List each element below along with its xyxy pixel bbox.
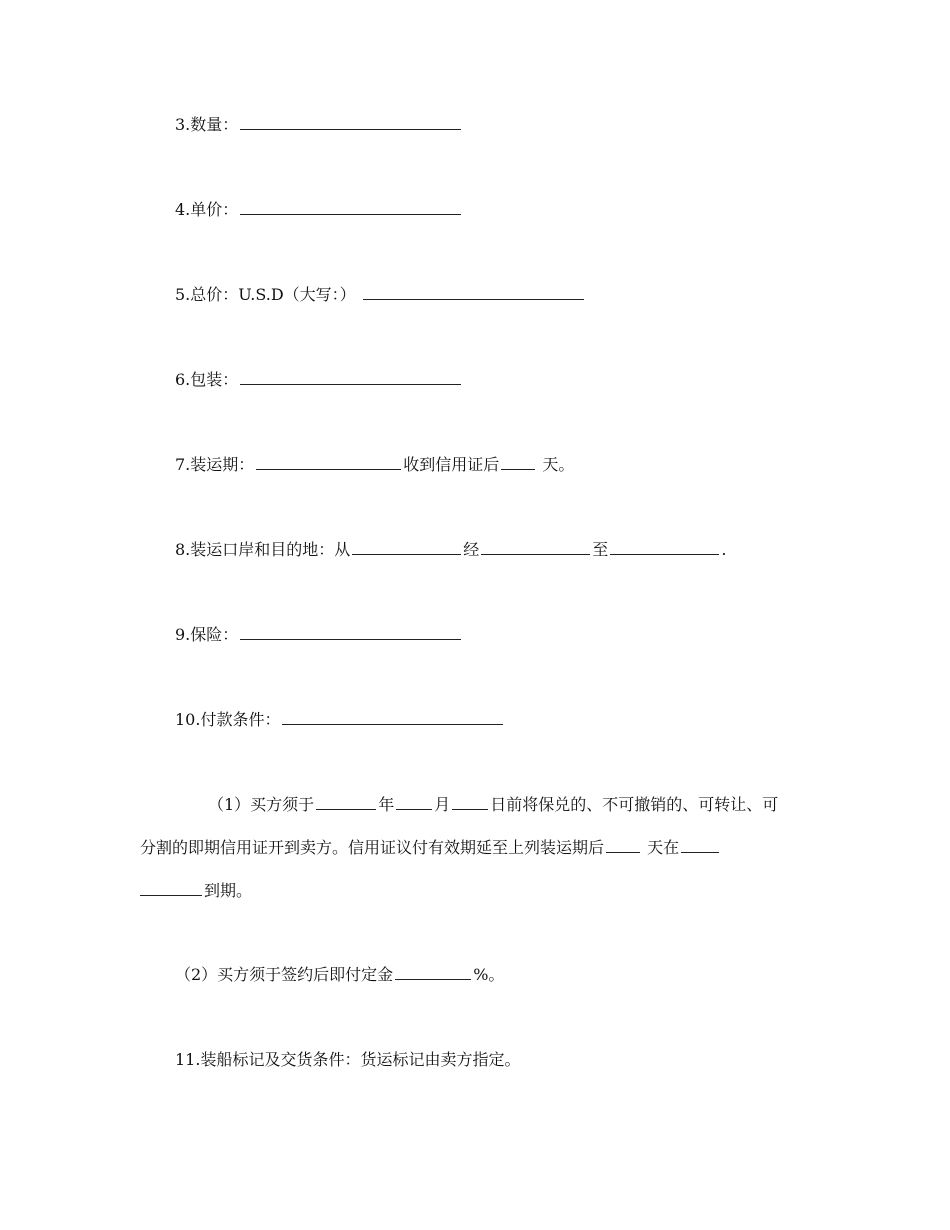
clause-1-line2-start: 分割的即期信用证开到卖方。信用证议付有效期延至上列装运期后 xyxy=(140,838,605,857)
clause-1-month: 月 xyxy=(434,795,451,814)
total-price-blank xyxy=(363,285,584,300)
clause-1-rest: 日前将保兑的、不可撤销的、可转让、可 xyxy=(490,795,779,814)
clause-2-start: （2）买方须于签约后即付定金 xyxy=(175,965,394,984)
clause-1-line-2 xyxy=(140,826,820,869)
port-via-blank xyxy=(481,540,590,555)
clause-2-end: %。 xyxy=(473,965,505,984)
lc-year-blank xyxy=(316,795,376,810)
item-shipment-period xyxy=(175,455,574,475)
ports-label: 8.装运口岸和目的地：从 xyxy=(175,540,351,559)
port-to-text: 至 xyxy=(592,540,609,559)
payment-terms-blank xyxy=(282,710,503,725)
payment-terms-label: 10.付款条件： xyxy=(175,710,281,729)
item-ports xyxy=(175,540,726,560)
insurance-label: 9.保险： xyxy=(175,625,239,644)
payment-clause-1 xyxy=(140,783,820,912)
shipment-days-blank xyxy=(501,455,535,470)
item-payment-terms xyxy=(175,710,505,730)
lc-expiry-place-blank-a xyxy=(681,838,719,853)
unit-price-blank xyxy=(240,200,461,215)
payment-clause-2 xyxy=(175,965,504,985)
shipment-period-label: 7.装运期： xyxy=(175,455,255,474)
quantity-label: 3.数量： xyxy=(175,115,239,134)
lc-day-blank xyxy=(452,795,488,810)
lc-month-blank xyxy=(396,795,432,810)
shipment-after-lc-text: 收到信用证后 xyxy=(403,455,500,474)
shipping-marks-text: 11.装船标记及交货条件：货运标记由卖方指定。 xyxy=(175,1050,521,1069)
clause-1-start: （1）买方须于 xyxy=(208,795,315,814)
quantity-blank xyxy=(240,115,461,130)
port-from-blank xyxy=(352,540,461,555)
unit-price-label: 4.单价： xyxy=(175,200,239,219)
port-to-blank xyxy=(610,540,719,555)
item-quantity xyxy=(175,115,463,135)
item-packing xyxy=(175,370,463,390)
item-insurance xyxy=(175,625,463,645)
item-total-price xyxy=(175,285,586,305)
port-via-text: 经 xyxy=(463,540,480,559)
total-price-label: 5.总价：U.S.D（大写：） xyxy=(175,285,356,304)
clause-1-line3-end: 到期。 xyxy=(204,881,253,900)
insurance-blank xyxy=(240,625,461,640)
clause-1-line2-days: 天在 xyxy=(647,838,680,857)
clause-1-line-1 xyxy=(140,783,820,826)
item-shipping-marks xyxy=(175,1050,520,1070)
lc-expiry-place-blank-b xyxy=(140,881,202,896)
packing-blank xyxy=(240,370,461,385)
deposit-percent-blank xyxy=(395,965,471,980)
packing-label: 6.包装： xyxy=(175,370,239,389)
clause-1-year: 年 xyxy=(378,795,395,814)
lc-validity-days-blank xyxy=(606,838,640,853)
shipment-days-suffix: 天。 xyxy=(542,455,575,474)
item-unit-price xyxy=(175,200,463,220)
shipment-period-blank xyxy=(256,455,401,470)
ports-end: . xyxy=(721,540,727,559)
clause-1-line-3 xyxy=(140,869,820,912)
